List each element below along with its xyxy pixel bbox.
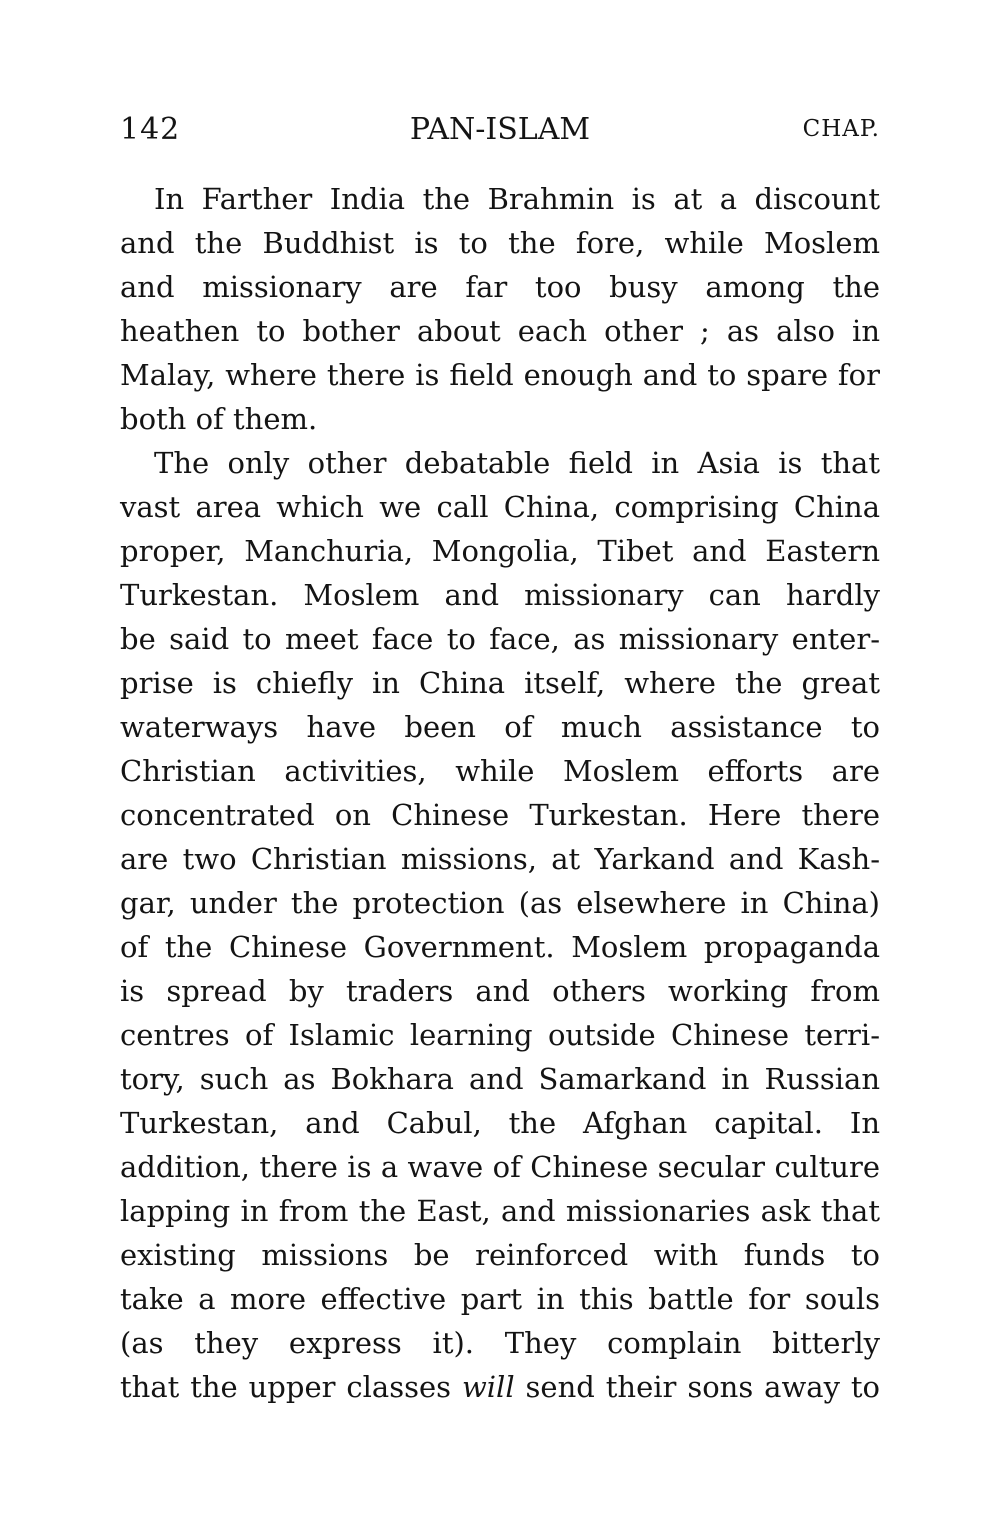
text-line: and missionary are far too busy among the [120, 270, 880, 304]
text-line: heathen to bother about each other ; as also in [120, 314, 880, 348]
text-line: lapping in from the East, and missionaries ask that [120, 1194, 880, 1228]
text-segment: send their sons away to [514, 1370, 880, 1404]
chapter-label: CHAP. [802, 116, 880, 142]
text-line-final [120, 1365, 880, 1409]
text-line: of the Chinese Government. Moslem propaganda [120, 930, 880, 964]
text-line: Turkestan, and Cabul, the Afghan capital. In [120, 1106, 880, 1140]
text-line: (as they express it). They complain bitterly [120, 1326, 880, 1360]
text-line: proper, Manchuria, Mongolia, Tibet and Eastern [120, 534, 880, 568]
text-line: prise is chiefly in China itself, where the great [120, 666, 880, 700]
text-line: existing missions be reinforced with funds to [120, 1238, 880, 1272]
text-segment: that the upper classes [120, 1370, 462, 1404]
running-title: PAN-ISLAM [409, 112, 591, 147]
text-line: The only other debatable field in Asia is that [154, 446, 880, 480]
paragraph-2 [120, 441, 880, 1409]
text-line: are two Christian missions, at Yarkand and Kash- [120, 842, 880, 876]
text-line: In Farther India the Brahmin is at a discount [154, 182, 880, 216]
running-head [120, 112, 880, 152]
text-line: Malay, where there is field enough and to spare for [120, 358, 880, 392]
body-text [120, 177, 880, 1409]
text-line: centres of Islamic learning outside Chinese terri- [120, 1018, 880, 1052]
text-line: waterways have been of much assistance to [120, 710, 880, 744]
text-line: addition, there is a wave of Chinese secular culture [120, 1150, 880, 1184]
text-line: vast area which we call China, comprising China [120, 490, 880, 524]
text-line: tory, such as Bokhara and Samarkand in Russian [120, 1062, 880, 1096]
text-line: Turkestan. Moslem and missionary can hardly [120, 578, 880, 612]
text-line: concentrated on Chinese Turkestan. Here there [120, 798, 880, 832]
text-line: be said to meet face to face, as missionary enter- [120, 622, 880, 656]
text-line: is spread by traders and others working from [120, 974, 880, 1008]
text-line: take a more effective part in this battle for souls [120, 1282, 880, 1316]
italic-word: will [461, 1370, 515, 1404]
text-line: both of them. [120, 402, 318, 436]
text-line: gar, under the protection (as elsewhere in China) [120, 886, 880, 920]
text-line: and the Buddhist is to the fore, while Moslem [120, 226, 880, 260]
page-number: 142 [120, 112, 181, 147]
paragraph-1 [120, 177, 880, 441]
text-line: Christian activities, while Moslem efforts are [120, 754, 880, 788]
